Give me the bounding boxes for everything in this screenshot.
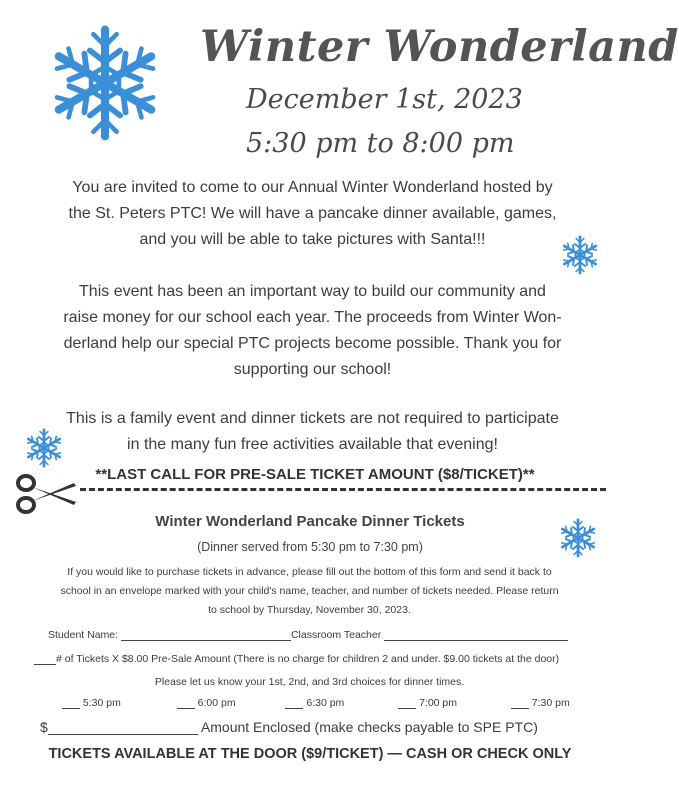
event-time: 5:30 pm to 8:00 pm (246, 128, 515, 159)
time-choice-field[interactable] (177, 696, 195, 709)
text-line: If you would like to purchase tickets in advance, please fill out the bottom of this form and send it back to (67, 566, 552, 578)
text-line: This event has been an important way to build our community and (79, 283, 546, 300)
time-option: 5:30 pm (82, 697, 121, 709)
amount-enclosed-row (40, 719, 538, 735)
dinner-choices-prompt: Please let us know your 1st, 2nd, and 3rd choices for dinner times. (154, 676, 465, 688)
student-teacher-row (48, 628, 568, 641)
family-event-paragraph (30, 406, 595, 458)
time-choice-field[interactable] (285, 696, 303, 709)
community-paragraph (30, 279, 595, 383)
text-line: school in an envelope marked with your child's name, teacher, and number of tickets needed. Please return (60, 585, 559, 597)
form-instructions (22, 563, 597, 620)
time-option: 7:00 pm (419, 697, 458, 709)
last-call-notice: **LAST CALL FOR PRE-SALE TICKET AMOUNT ($8/TICKET)** (95, 466, 535, 483)
tickets-label: # of Tickets X $8.00 Pre-Sale Amount (There is no charge for children 2 and under. $9.00 tickets at the door) (56, 653, 560, 665)
large-snowflake-icon (40, 18, 170, 148)
text-line: derland help our special PTC projects become possible. Thank you for (63, 335, 562, 352)
text-line: in the many fun free activities available that evening! (127, 436, 498, 453)
tickets-row (34, 652, 559, 665)
text-line: supporting our school! (233, 361, 392, 378)
text-line: and you will be able to take pictures with Santa!!! (139, 231, 486, 248)
text-line: This is a family event and dinner tickets are not required to participate (66, 410, 559, 427)
scissors-icon (14, 472, 78, 516)
student-name-label: Student Name: (48, 629, 119, 641)
classroom-teacher-field[interactable] (384, 628, 568, 641)
student-name-field[interactable] (121, 628, 291, 641)
amount-label: Amount Enclosed (make checks payable to SPE PTC) (200, 719, 538, 735)
form-subtitle: (Dinner served from 5:30 pm to 7:30 pm) (197, 540, 423, 554)
door-tickets-footer: TICKETS AVAILABLE AT THE DOOR ($9/TICKET) — CASH OR CHECK ONLY (48, 746, 572, 762)
dollar-sign: $ (40, 719, 48, 735)
classroom-teacher-label: Classroom Teacher (290, 629, 382, 641)
time-option: 6:30 pm (306, 697, 345, 709)
invitation-paragraph (30, 175, 595, 253)
text-line: raise money for our school each year. The proceeds from Winter Won- (63, 309, 562, 326)
small-snowflake-icon-form (556, 516, 600, 560)
time-choice-field[interactable] (62, 696, 80, 709)
amount-field[interactable] (48, 720, 198, 735)
page-title: Winter Wonderland (200, 22, 679, 72)
time-choice-field[interactable] (398, 696, 416, 709)
time-option: 6:00 pm (197, 697, 236, 709)
time-choice-field[interactable] (511, 696, 529, 709)
event-date: December 1st, 2023 (246, 84, 523, 115)
time-option: 7:30 pm (531, 697, 570, 709)
ticket-count-field[interactable] (34, 652, 56, 665)
cut-line (80, 488, 606, 491)
text-line: the St. Peters PTC! We will have a pancake dinner available, games, (68, 205, 557, 222)
text-line: You are invited to come to our Annual Winter Wonderland hosted by (72, 179, 553, 196)
text-line: to school by Thursday, November 30, 2023. (208, 604, 411, 616)
dinner-time-choices (62, 696, 570, 709)
form-title: Winter Wonderland Pancake Dinner Tickets (155, 513, 465, 530)
